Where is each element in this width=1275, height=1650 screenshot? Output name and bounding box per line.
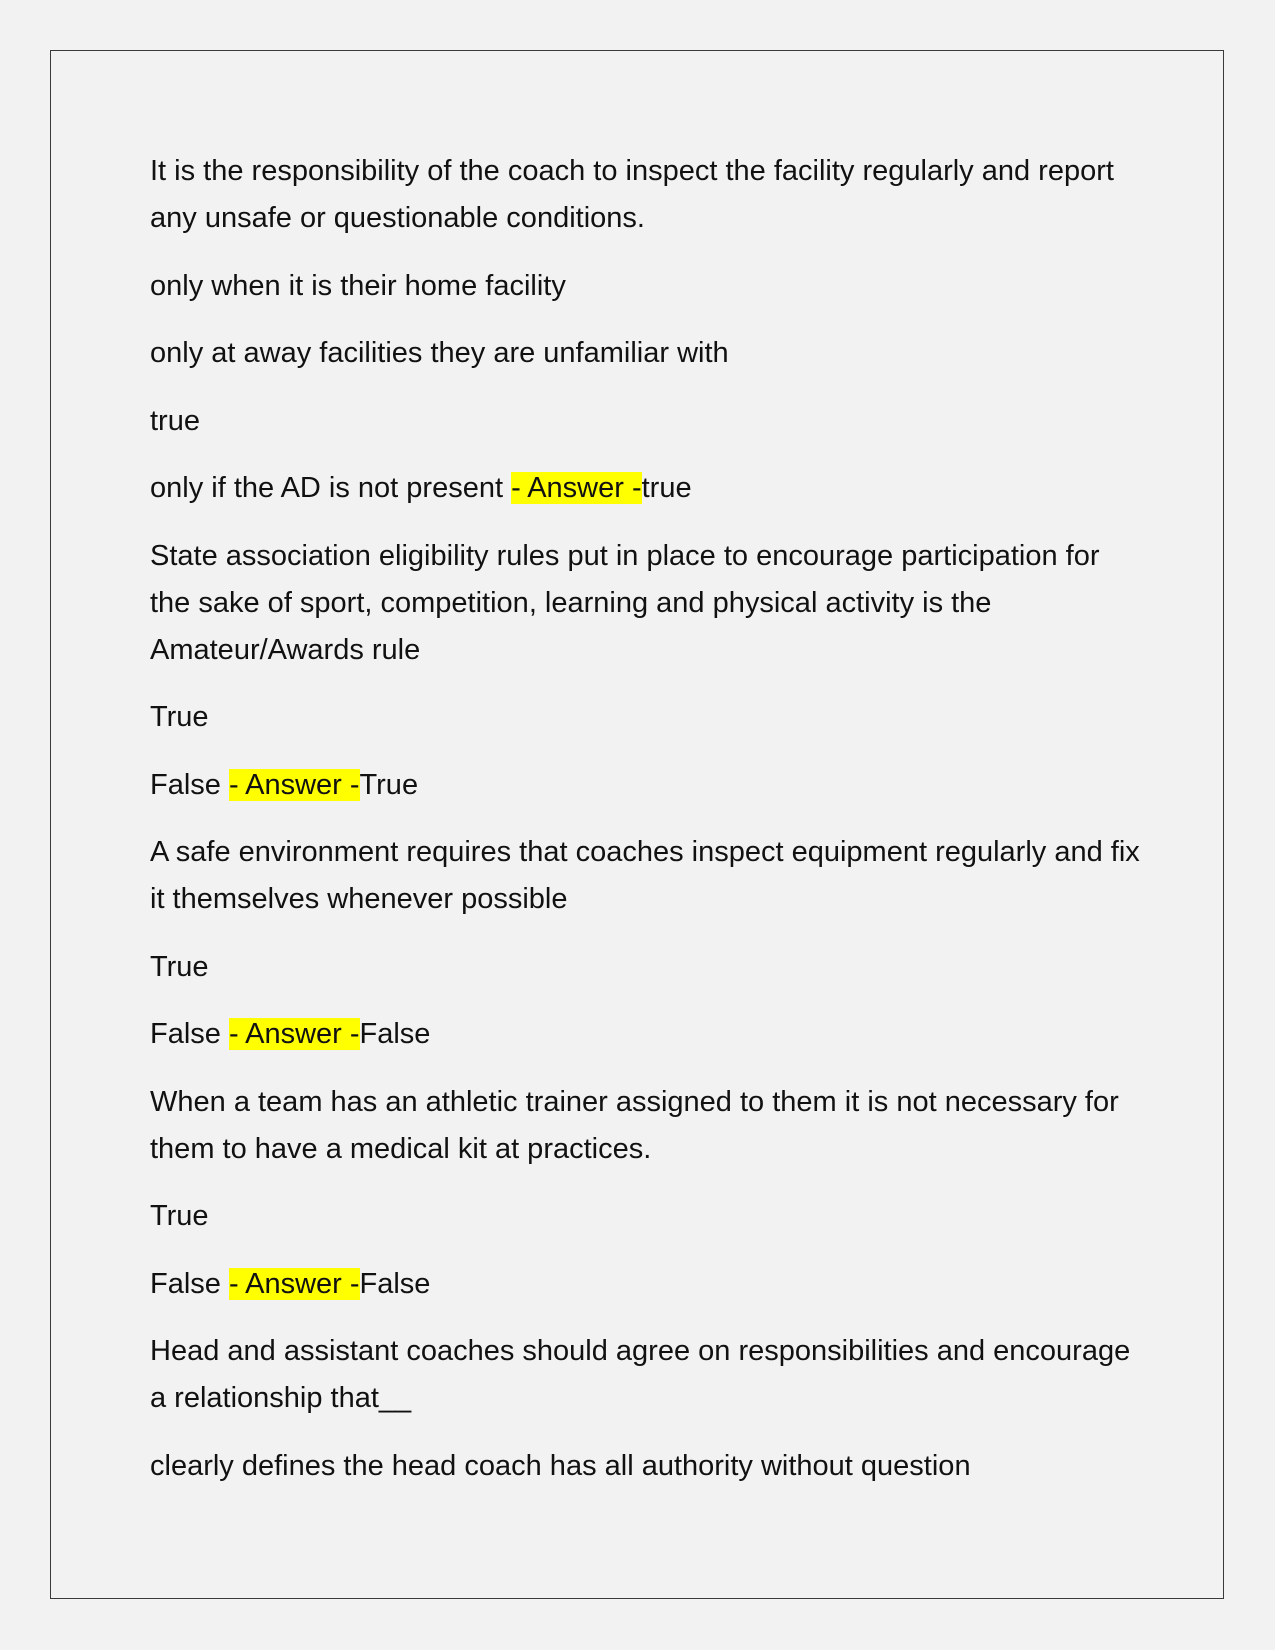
question-text: A safe environment requires that coaches inspect equipment regularly and fix it themselves whenever possible	[150, 836, 1140, 915]
option-text: True	[150, 1200, 209, 1232]
option-text: only if the AD is not present	[150, 472, 512, 504]
option-with-answer	[150, 1011, 1140, 1058]
question-text: It is the responsibility of the coach to inspect the facility regularly and report any unsafe or questionable conditions.	[150, 155, 1114, 234]
option-with-answer	[150, 762, 1140, 809]
answer-highlight: - Answer -	[228, 1018, 360, 1050]
option-text: only when it is their home facility	[150, 269, 566, 302]
option-text: only at away facilities they are unfamiliar with	[150, 337, 729, 369]
option-text: True	[150, 701, 209, 733]
answer-highlight: - Answer -	[511, 472, 642, 504]
option-text: true	[150, 404, 200, 437]
option-text: False	[150, 1267, 229, 1300]
answer-value: true	[641, 472, 692, 504]
option-text: True	[150, 950, 209, 983]
answer-value: True	[359, 768, 419, 801]
answer-value: False	[359, 1267, 431, 1300]
option-text: False	[150, 1018, 229, 1050]
answer-highlight: - Answer -	[228, 768, 360, 801]
answer-value: False	[359, 1018, 431, 1050]
question-text: When a team has an athletic trainer assigned to them it is not necessary for them to have a medical kit at practices.	[150, 1085, 1119, 1165]
option-text: clearly defines the head coach has all authority without question	[150, 1449, 971, 1482]
document-body	[150, 148, 1140, 1510]
question-text: State association eligibility rules put in place to encourage participation for the sake of sport, competition, learning and physical activity is the Amateur/Awards rule	[150, 539, 1100, 666]
option-with-answer	[150, 1261, 1140, 1308]
option-with-answer	[150, 465, 1140, 512]
question-text: Head and assistant coaches should agree on responsibilities and encourage a relationship that__	[150, 1335, 1131, 1414]
answer-highlight: - Answer -	[228, 1267, 360, 1300]
option-text: False	[150, 768, 229, 801]
